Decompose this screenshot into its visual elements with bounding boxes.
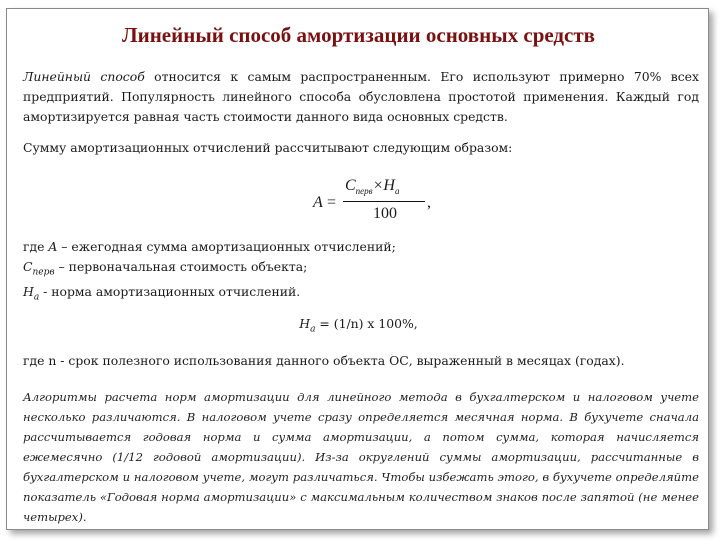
norm-sub: а	[310, 324, 316, 335]
definition-c	[23, 257, 699, 282]
fraction-bar	[343, 201, 425, 202]
def-h-symbol: Н	[23, 284, 34, 300]
calc-intro: Сумму амортизационных отчислений рассчитывают следующим образом:	[23, 140, 513, 155]
numerator-a-sub: перв	[355, 186, 373, 197]
definition-h	[23, 282, 699, 307]
formula-denominator: 100	[373, 205, 397, 222]
def-c-text: – первоначальная стоимость объекта;	[54, 259, 308, 274]
formula-comma: ,	[427, 194, 431, 211]
intro-paragraph	[23, 67, 699, 127]
definition-a: где A – ежегодная сумма амортизационных отчислений;	[23, 239, 396, 254]
def-c-sub: перв	[32, 267, 55, 278]
def-h-text: - норма амортизационных отчислений.	[39, 284, 301, 300]
numerator-a: C	[345, 177, 356, 194]
def-a-symbol: A	[48, 239, 58, 254]
norm-formula	[7, 316, 710, 334]
numerator-b: H	[383, 177, 395, 194]
def-h-sub: а	[33, 292, 40, 303]
def-a-text: – ежегодная сумма амортизационных отчислений;	[57, 239, 396, 254]
formula-lhs: A	[313, 194, 323, 211]
norm-text: = (1/n) х 100%,	[315, 316, 418, 331]
numerator-times: ×	[372, 177, 384, 194]
formula-equals: =	[327, 194, 337, 211]
formula-numerator	[345, 177, 399, 196]
n-definition: где n - срок полезного использования данного объекта ОС, выраженный в месяцах (годах).	[23, 353, 625, 368]
page-title: Линейный способ амортизации основных средств	[121, 23, 596, 47]
def-c-symbol: С	[23, 259, 33, 274]
numerator-b-sub: a	[394, 186, 400, 197]
slide-frame	[6, 8, 709, 530]
definitions-list	[23, 237, 699, 308]
intro-lead: Линейный способ	[23, 69, 145, 84]
intro-text: относится к самым распространенным. Его используют примерно 70% всех предприятий. Популярность линейного способа обусловлена простотой применения. Каждый год амортизируется равная часть стоимости данного вида основных средств.	[23, 69, 699, 124]
note-paragraph: Алгоритмы расчета норм амортизации для линейного метода в бухгалтерском и налоговом учете несколько различаются. В налоговом учете сразу определяется месячная норма. В бухучете сначала рассчитывается годовая норма и сумма амортизации, а потом сумма, которая начисляется ежемесячно (1/12 годовой амортизации). Из-за округлений суммы амортизации, рассчитанные в бухгалтерском и налоговом учете, могут различаться. Чтобы избежать этого, в бухучете определяйте показатель «Годовая норма амортизации» с максимальным количеством знаков после запятой (не менее четырех).	[23, 390, 699, 524]
norm-symbol: Н	[299, 316, 311, 331]
